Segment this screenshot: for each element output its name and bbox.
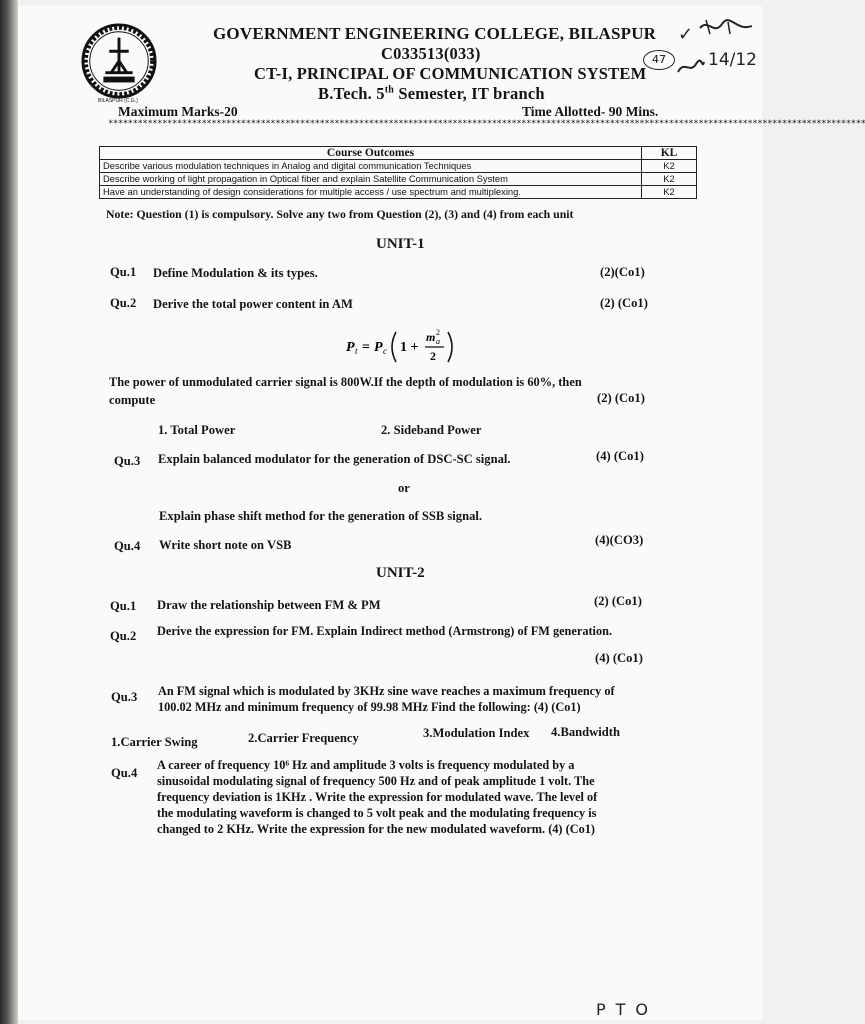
u2-q4-line4: the modulating waveform is changed to 5 volt peak and the modulating frequency is <box>157 806 597 820</box>
u2-q3-number: Qu.3 <box>111 690 138 704</box>
unit1-title: UNIT-1 <box>376 236 425 252</box>
outcome-text: Describe various modulation techniques in Analog and digital communication Techniques <box>100 160 642 173</box>
u1-q2-text: Derive the total power content in AM <box>153 297 353 311</box>
u2-q3-opt2: 2.Carrier Frequency <box>248 731 359 745</box>
handwritten-checkmark: ✓ <box>678 24 694 45</box>
u1-q3-number: Qu.3 <box>114 454 141 468</box>
branch-tail: Semester, IT branch <box>394 84 545 103</box>
scan-left-edge <box>0 0 18 1024</box>
paper-subject: CT-I, PRINCIPAL OF COMMUNICATION SYSTEM <box>254 64 647 83</box>
logo-caption: BILASPUR (C.G.) <box>98 98 138 104</box>
u2-q4-line3: frequency deviation is 1KHz . Write the expression for modulated wave. The level of <box>157 790 598 804</box>
course-outcomes-heading: Course Outcomes <box>100 147 642 160</box>
u1-q3-alt: Explain phase shift method for the generation of SSB signal. <box>159 509 483 523</box>
u2-q3-opt1: 1.Carrier Swing <box>111 735 198 749</box>
outcome-kl: K2 <box>642 186 697 199</box>
asterisk-divider: ********************************************************************************************************************************************************** <box>108 119 865 129</box>
u1-or: or <box>398 481 410 495</box>
u1-q4-text: Write short note on VSB <box>159 538 292 552</box>
paper-code: C033513(033) <box>381 44 481 63</box>
u2-q2-number: Qu.2 <box>110 629 137 643</box>
outcome-text: Describe working of light propagation in Optical fiber and explain Satellite Communication System <box>100 173 642 186</box>
u1-numerical-marks: (2) (Co1) <box>597 391 645 405</box>
u2-q4-line5: changed to 2 KHz. Write the expression for the new modulated waveform. (4) (Co1) <box>157 822 595 836</box>
svg-text:a: a <box>436 337 440 346</box>
u2-q1-number: Qu.1 <box>110 599 137 613</box>
u2-q3-opt4: 4.Bandwidth <box>551 725 620 739</box>
svg-text:m: m <box>426 330 436 344</box>
u2-q3-opt3: 3.Modulation Index <box>423 726 530 740</box>
u2-q4-line2: sinusoidal modulating signal of frequency 500 Hz and of peak amplitude 1 volt. The <box>157 774 595 788</box>
table-row <box>100 160 697 173</box>
unit2-title: UNIT-2 <box>376 565 425 581</box>
u1-q1-marks: (2)(Co1) <box>600 265 645 279</box>
u2-q1-marks: (2) (Co1) <box>594 594 642 608</box>
svg-text:=: = <box>362 340 370 355</box>
branch-text: B.Tech. 5 <box>318 84 385 103</box>
svg-text:1 +: 1 + <box>400 340 419 355</box>
u2-q2-text: Derive the expression for FM. Explain Indirect method (Armstrong) of FM generation. <box>157 624 613 638</box>
handwritten-date: 14/12 <box>708 50 757 70</box>
power-formula <box>344 326 464 368</box>
handwritten-signature <box>698 16 754 38</box>
branch-line <box>318 84 545 104</box>
u2-q3-line1: An FM signal which is modulated by 3KHz sine wave reaches a maximum frequency of <box>158 684 615 698</box>
college-logo <box>80 22 158 100</box>
u1-q3-text: Explain balanced modulator for the generation of DSC-SC signal. <box>158 452 511 466</box>
svg-text:t: t <box>355 346 358 356</box>
u1-q4-number: Qu.4 <box>114 539 141 553</box>
max-marks: Maximum Marks-20 <box>118 104 238 119</box>
outcome-kl: K2 <box>642 160 697 173</box>
u2-q2-marks: (4) (Co1) <box>595 651 643 665</box>
u1-numerical-line2: compute <box>109 393 156 407</box>
course-outcomes-table <box>99 146 697 199</box>
u1-q2-number: Qu.2 <box>110 296 137 310</box>
u1-q3-marks: (4) (Co1) <box>596 449 644 463</box>
kl-heading: KL <box>642 147 697 160</box>
u2-q1-text: Draw the relationship between FM & PM <box>157 598 381 612</box>
outcome-kl: K2 <box>642 173 697 186</box>
outcome-text: Have an understanding of design considerations for multiple access / use spectrum and multiplexing. <box>100 186 642 199</box>
table-row <box>100 186 697 199</box>
u2-q3-line2: 100.02 MHz and minimum frequency of 99.98 MHz Find the following: (4) (Co1) <box>158 700 581 714</box>
svg-text:P: P <box>374 340 383 355</box>
u2-q4-line1: A career of frequency 10⁶ Hz and amplitude 3 volts is frequency modulated by a <box>157 758 575 772</box>
u1-sub1: 1. Total Power <box>158 423 236 437</box>
instructions-note: Note: Question (1) is compulsory. Solve any two from Question (2), (3) and (4) from each unit <box>106 207 574 221</box>
u2-q4-number: Qu.4 <box>111 766 138 780</box>
handwritten-marks-circle: 47 <box>643 50 675 70</box>
svg-text:2: 2 <box>430 349 436 363</box>
table-row <box>100 173 697 186</box>
branch-superscript: th <box>384 84 395 96</box>
college-name: GOVERNMENT ENGINEERING COLLEGE, BILASPUR <box>213 24 657 43</box>
svg-text:2: 2 <box>436 328 440 337</box>
svg-text:P: P <box>346 340 355 355</box>
u1-q4-marks: (4)(CO3) <box>595 533 644 547</box>
u1-q2-marks: (2) (Co1) <box>600 296 648 310</box>
u1-sub2: 2. Sideband Power <box>381 423 482 437</box>
u1-q1-number: Qu.1 <box>110 265 137 279</box>
svg-text:c: c <box>383 346 387 356</box>
u1-q1-text: Define Modulation & its types. <box>153 266 318 280</box>
table-header-row <box>100 147 697 160</box>
handwritten-scribble <box>676 58 706 76</box>
time-allotted: Time Allotted- 90 Mins. <box>522 104 659 119</box>
u1-numerical-line1: The power of unmodulated carrier signal is 800W.If the depth of modulation is 60%, then <box>109 375 582 389</box>
handwritten-pto: PTO <box>596 1000 659 1019</box>
